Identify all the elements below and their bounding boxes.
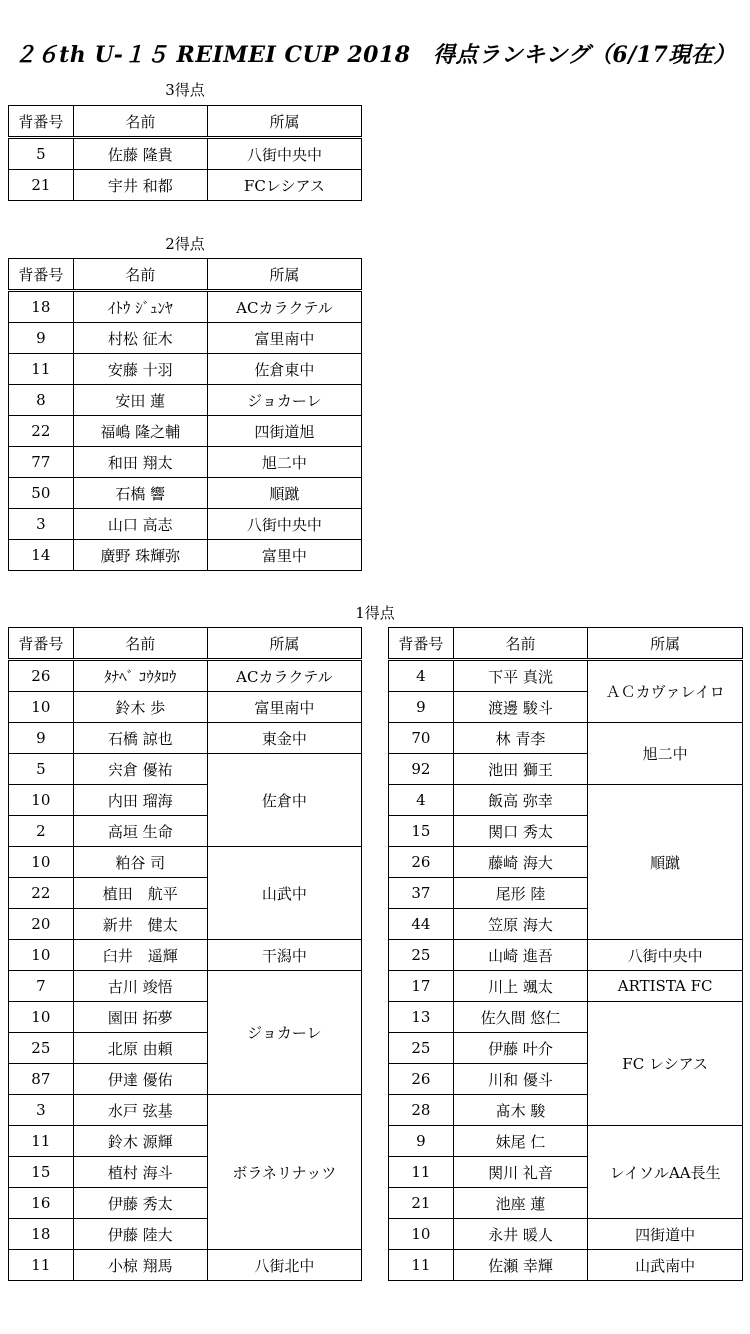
player-number: 77 (9, 447, 74, 478)
player-number: 25 (389, 1033, 454, 1064)
player-number: 11 (9, 1126, 74, 1157)
team-name: 四街道旭 (207, 416, 361, 447)
player-name: 高垣 生命 (73, 816, 207, 847)
player-name: 川上 颯太 (453, 971, 587, 1002)
table-row (9, 723, 362, 754)
table-row (389, 723, 743, 754)
team-name: 山武南中 (588, 1250, 743, 1281)
player-number: 7 (9, 971, 74, 1002)
player-name: 園田 拓夢 (73, 1002, 207, 1033)
table-row (9, 1250, 362, 1281)
team-name: 富里南中 (207, 692, 361, 723)
player-number: 10 (9, 847, 74, 878)
player-number: 21 (9, 170, 74, 201)
header-name: 名前 (453, 628, 587, 660)
player-number: 10 (9, 1002, 74, 1033)
team-name: 旭二中 (588, 723, 743, 785)
player-name: 池田 獅王 (453, 754, 587, 785)
player-number: 3 (9, 1095, 74, 1126)
table-row (9, 754, 362, 785)
section-caption-3pts: 3得点 (165, 81, 205, 99)
table-row (389, 1002, 743, 1033)
table-row (9, 354, 362, 385)
header-name: 名前 (73, 628, 207, 660)
player-name: 永井 暖人 (453, 1219, 587, 1250)
player-name: 髙木 駿 (453, 1095, 587, 1126)
player-name: 廣野 珠輝弥 (73, 540, 207, 571)
player-name: 伊藤 叶介 (453, 1033, 587, 1064)
player-number: 20 (9, 909, 74, 940)
team-name: 佐倉中 (207, 754, 361, 847)
header-team: 所属 (207, 259, 361, 291)
player-name: 下平 真洸 (453, 660, 587, 692)
table-row (9, 416, 362, 447)
table-row (389, 940, 743, 971)
player-name: 宍倉 優祐 (73, 754, 207, 785)
player-number: 9 (389, 1126, 454, 1157)
player-name: 水戸 弦基 (73, 1095, 207, 1126)
player-name: 北原 由頼 (73, 1033, 207, 1064)
player-name: 飯高 弥幸 (453, 785, 587, 816)
player-name: 石槗 響 (73, 478, 207, 509)
player-number: 28 (389, 1095, 454, 1126)
player-name: 宇井 和都 (73, 170, 207, 201)
player-name: 妹尾 仁 (453, 1126, 587, 1157)
player-number: 22 (9, 416, 74, 447)
table-row (389, 971, 743, 1002)
player-name: 伊達 優佑 (73, 1064, 207, 1095)
player-number: 10 (9, 785, 74, 816)
header-team: 所属 (207, 106, 361, 138)
player-name: 佐藤 隆貴 (73, 138, 207, 170)
header-team: 所属 (588, 628, 743, 660)
player-number: 5 (9, 754, 74, 785)
player-name: ﾀﾅﾍﾞ ｺｳﾀﾛｳ (73, 660, 207, 692)
header-number: 背番号 (9, 628, 74, 660)
player-number: 15 (389, 816, 454, 847)
table-row (9, 447, 362, 478)
team-name: ACカラクテル (207, 660, 361, 692)
table-row (9, 291, 362, 323)
player-name: 伊藤 陸大 (73, 1219, 207, 1250)
player-name: 村松 征木 (73, 323, 207, 354)
player-name: 渡邊 駿斗 (453, 692, 587, 723)
table-row (389, 660, 743, 692)
player-name: ｲﾄｳ ｼﾞｭﾝﾔ (73, 291, 207, 323)
table-row (9, 847, 362, 878)
player-name: 関川 礼音 (453, 1157, 587, 1188)
table-1pt-right (388, 627, 743, 1281)
table-row (389, 1126, 743, 1157)
player-number: 8 (9, 385, 74, 416)
player-number: 26 (389, 847, 454, 878)
player-name: 安田 蓮 (73, 385, 207, 416)
player-number: 2 (9, 816, 74, 847)
table-row (9, 940, 362, 971)
player-number: 9 (9, 723, 74, 754)
table-row (9, 138, 362, 170)
team-name: 佐倉東中 (207, 354, 361, 385)
player-name: 粕谷 司 (73, 847, 207, 878)
player-name: 佐瀬 幸輝 (453, 1250, 587, 1281)
player-number: 9 (9, 323, 74, 354)
player-number: 11 (389, 1157, 454, 1188)
player-number: 22 (9, 878, 74, 909)
player-name: 林 青李 (453, 723, 587, 754)
player-name: 安藤 十羽 (73, 354, 207, 385)
table-row (9, 540, 362, 571)
team-name: 八街中央中 (207, 509, 361, 540)
table-row (389, 1250, 743, 1281)
player-name: 鈴木 源輝 (73, 1126, 207, 1157)
team-name: 順蹴 (207, 478, 361, 509)
team-name: 干潟中 (207, 940, 361, 971)
player-name: 藤崎 海大 (453, 847, 587, 878)
table-row (9, 971, 362, 1002)
player-number: 16 (9, 1188, 74, 1219)
player-number: 4 (389, 785, 454, 816)
header-number: 背番号 (9, 106, 74, 138)
player-number: 37 (389, 878, 454, 909)
team-name: ACカラクテル (207, 291, 361, 323)
team-name: レイソルAA長生 (588, 1126, 743, 1219)
player-number: 26 (389, 1064, 454, 1095)
player-name: 小椋 翔馬 (73, 1250, 207, 1281)
player-number: 14 (9, 540, 74, 571)
player-number: 3 (9, 509, 74, 540)
table-row (389, 1219, 743, 1250)
team-name: ジョカーレ (207, 971, 361, 1095)
section-caption-1pt: 1得点 (355, 604, 395, 622)
player-name: 佐久間 悠仁 (453, 1002, 587, 1033)
player-name: 内田 瑠海 (73, 785, 207, 816)
player-number: 17 (389, 971, 454, 1002)
page-title: ２６th U-１５ REIMEI CUP 2018 得点ランキング（6/17現在） (14, 42, 736, 68)
team-name: 八街中央中 (588, 940, 743, 971)
player-number: 92 (389, 754, 454, 785)
table-row (9, 660, 362, 692)
header-number: 背番号 (9, 259, 74, 291)
player-name: 池座 蓮 (453, 1188, 587, 1219)
player-number: 9 (389, 692, 454, 723)
header-name: 名前 (73, 259, 207, 291)
player-name: 笠原 海大 (453, 909, 587, 940)
player-name: 福嶋 隆之輔 (73, 416, 207, 447)
player-name: 新井 健太 (73, 909, 207, 940)
table-row (9, 385, 362, 416)
player-name: 和田 翔太 (73, 447, 207, 478)
player-name: 関口 秀太 (453, 816, 587, 847)
player-number: 18 (9, 291, 74, 323)
player-number: 13 (389, 1002, 454, 1033)
player-number: 15 (9, 1157, 74, 1188)
team-name: 順蹴 (588, 785, 743, 940)
player-name: 植田 航平 (73, 878, 207, 909)
player-number: 10 (9, 692, 74, 723)
table-row (9, 692, 362, 723)
table-1pt-left (8, 627, 362, 1281)
player-number: 10 (389, 1219, 454, 1250)
team-name: 東金中 (207, 723, 361, 754)
team-name: FC レシアス (588, 1002, 743, 1126)
table-3pts (8, 105, 362, 201)
table-row (9, 1095, 362, 1126)
team-name: 四街道中 (588, 1219, 743, 1250)
player-name: 植村 海斗 (73, 1157, 207, 1188)
player-number: 44 (389, 909, 454, 940)
team-name: 富里中 (207, 540, 361, 571)
header-name: 名前 (73, 106, 207, 138)
player-number: 5 (9, 138, 74, 170)
player-number: 26 (9, 660, 74, 692)
player-name: 鈴木 歩 (73, 692, 207, 723)
player-name: 山崎 進吾 (453, 940, 587, 971)
player-name: 尾形 陸 (453, 878, 587, 909)
player-number: 4 (389, 660, 454, 692)
team-name: ＡＣカヴァレイロ (588, 660, 743, 723)
player-number: 25 (9, 1033, 74, 1064)
player-name: 川和 優斗 (453, 1064, 587, 1095)
team-name: ジョカーレ (207, 385, 361, 416)
team-name: FCレシアス (207, 170, 361, 201)
player-number: 10 (9, 940, 74, 971)
team-name: 八街中央中 (207, 138, 361, 170)
table-row (9, 170, 362, 201)
player-number: 11 (9, 1250, 74, 1281)
player-number: 87 (9, 1064, 74, 1095)
player-number: 25 (389, 940, 454, 971)
player-name: 山口 高志 (73, 509, 207, 540)
team-name: 旭二中 (207, 447, 361, 478)
player-number: 11 (9, 354, 74, 385)
table-2pts (8, 258, 362, 571)
player-number: 11 (389, 1250, 454, 1281)
player-name: 伊藤 秀太 (73, 1188, 207, 1219)
team-name: 富里南中 (207, 323, 361, 354)
player-number: 70 (389, 723, 454, 754)
header-number: 背番号 (389, 628, 454, 660)
player-number: 18 (9, 1219, 74, 1250)
table-row (9, 323, 362, 354)
team-name: ボラネリナッツ (207, 1095, 361, 1250)
player-name: 臼井 遥輝 (73, 940, 207, 971)
table-row (9, 509, 362, 540)
table-row (9, 478, 362, 509)
player-name: 古川 竣悟 (73, 971, 207, 1002)
team-name: 八街北中 (207, 1250, 361, 1281)
player-name: 石橋 諒也 (73, 723, 207, 754)
player-number: 21 (389, 1188, 454, 1219)
team-name: 山武中 (207, 847, 361, 940)
table-row (389, 785, 743, 816)
player-number: 50 (9, 478, 74, 509)
section-caption-2pts: 2得点 (165, 235, 205, 253)
team-name: ARTISTA FC (588, 971, 743, 1002)
header-team: 所属 (207, 628, 361, 660)
